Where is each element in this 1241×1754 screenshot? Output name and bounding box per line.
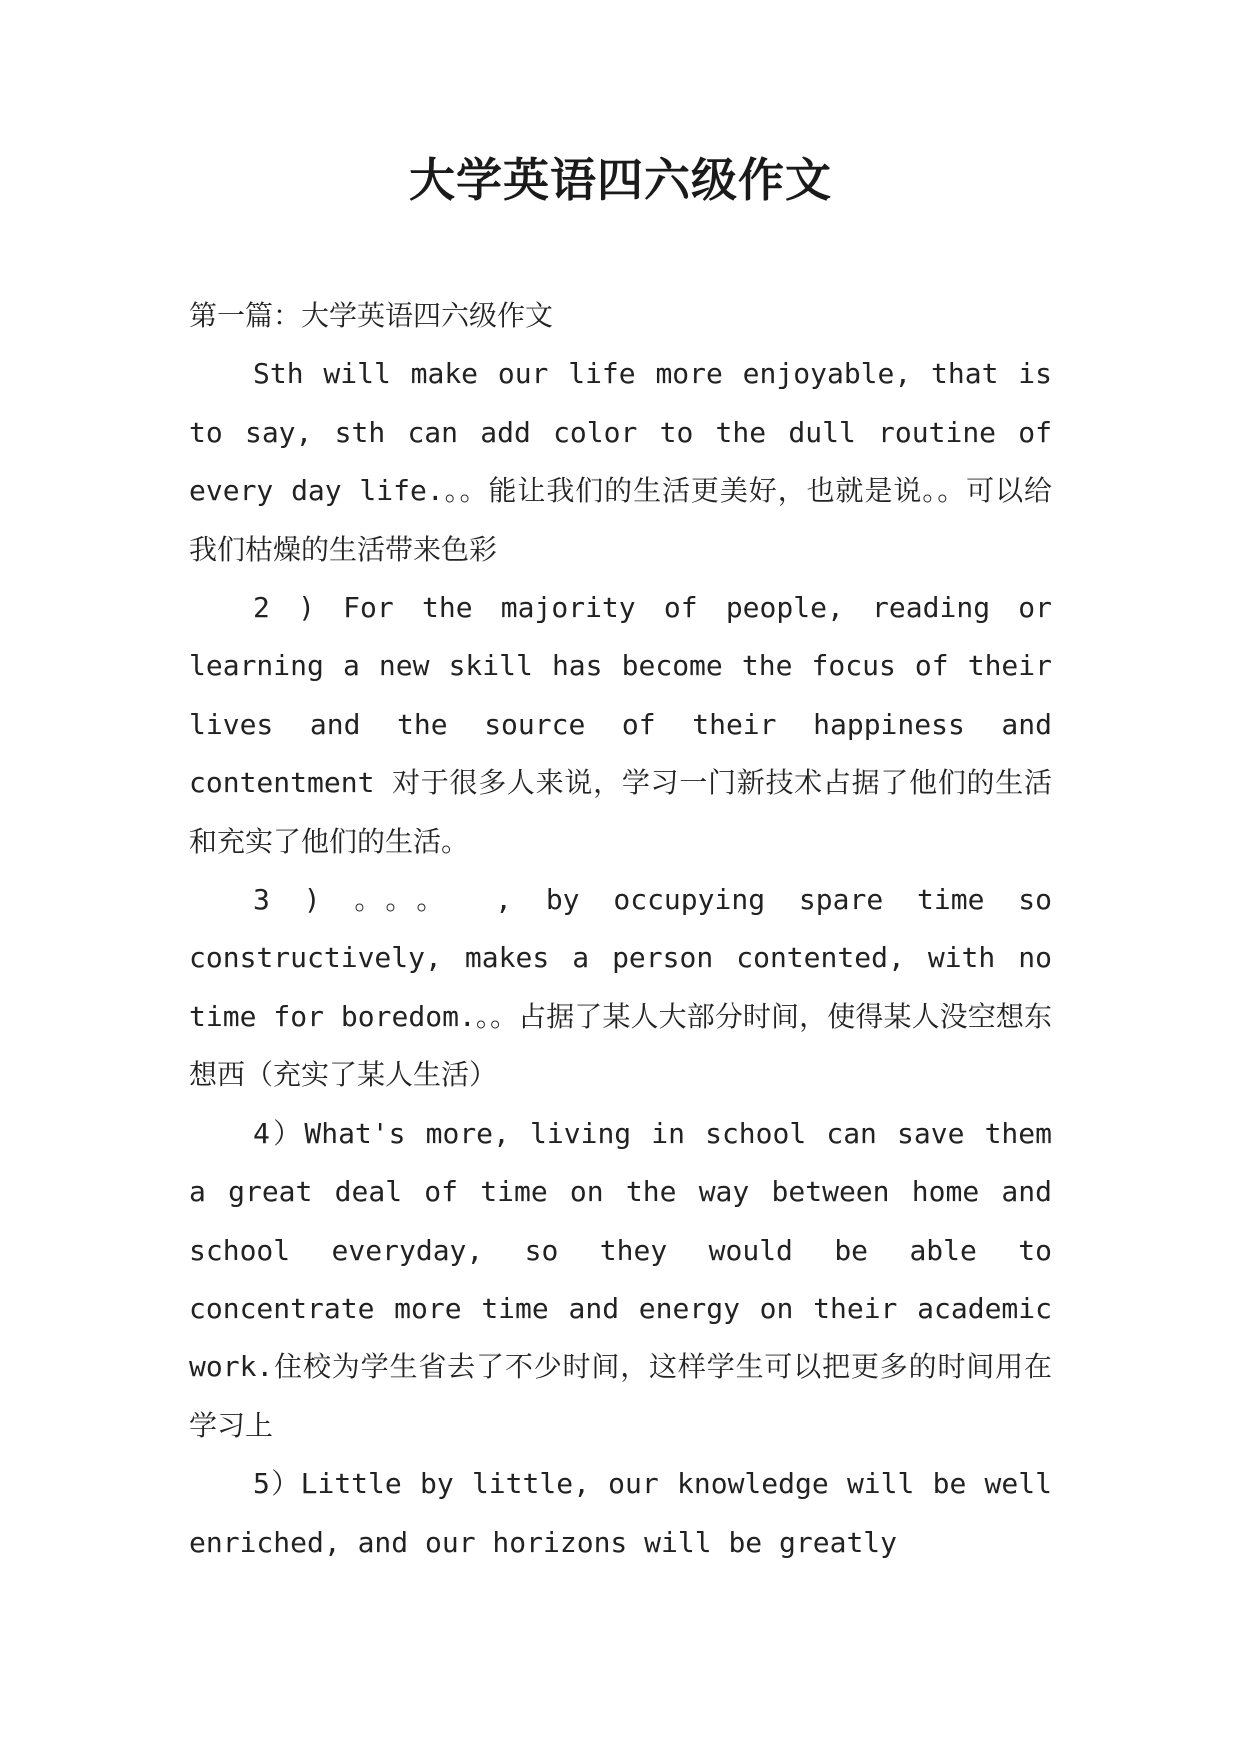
paragraph-1: Sth will make our life more enjoyable, that is to say, sth can add color to the dull routine of every day life.。。能让我们的生活更美好，也就是说。。可以给我们枯燥的生活带来色彩 bbox=[189, 357, 1052, 566]
section-heading: 第一篇：大学英语四六级作文 bbox=[189, 299, 554, 332]
paragraph-4: 4）What's more, living in school can save them a great deal of time on the way between home and school everyday, so they would be able to concentrate more time and energy on their academic work.住校为学生省去了不少时间，这样学生可以把更多的时间用在学习上 bbox=[189, 1116, 1052, 1442]
paragraph-3: 3 ) 。。。 , by occupying spare time so constructively, makes a person contented, with no time for boredom.。。占据了某人大部分时间，使得某人没空想东想西（充实了某人生活） bbox=[189, 883, 1052, 1092]
document-body bbox=[189, 287, 1052, 1572]
paragraph-5: 5）Little by little, our knowledge will be well enriched, and our horizons will be greatly bbox=[189, 1467, 1052, 1559]
paragraph-2: 2 ) For the majority of people, reading or learning a new skill has become the focus of their lives and the source of their happiness and contentment 对于很多人来说，学习一门新技术占据了他们的生活和充实了他们的生活。 bbox=[189, 591, 1052, 858]
document-title: 大学英语四六级作文 bbox=[409, 153, 832, 207]
